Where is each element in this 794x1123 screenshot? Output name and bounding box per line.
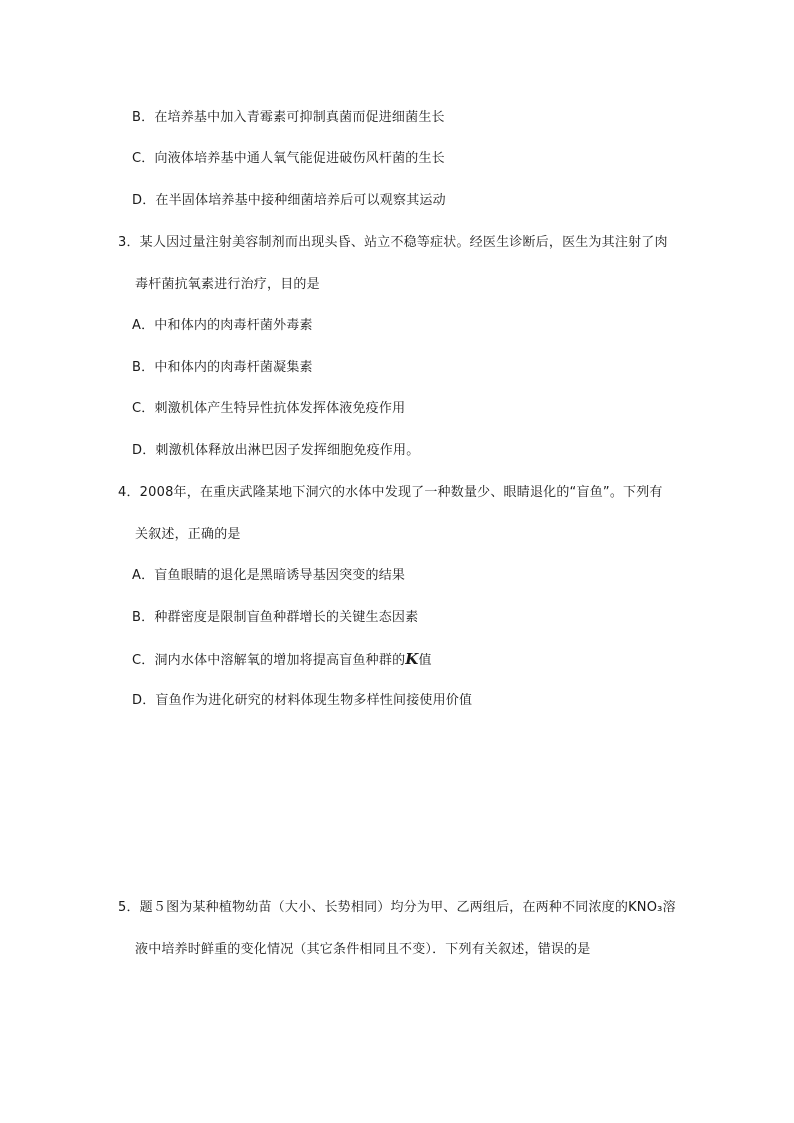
q4-stem-line1: 4．2008年，在重庆武隆某地下洞穴的水体中发现了一种数量少、眼睛退化的“盲鱼”。下列有 xyxy=(118,485,663,500)
q2-option-d: D．在半固体培养基中接种细菌培养后可以观察其运动 xyxy=(132,193,446,208)
q5-stem-line1: 5．题５图为某种植物幼苗（大小、长势相同）均分为甲、乙两组后，在两种不同浓度的KNO₃溶 xyxy=(118,900,676,915)
q3-option-c: C．刺激机体产生特异性抗体发挥体液免疫作用 xyxy=(132,401,406,416)
q2-option-c: C．向液体培养基中通人氧气能促进破伤风杆菌的生长 xyxy=(132,151,445,166)
q3-stem-line1: 3．某人因过量注射美容制剂而出现头昏、站立不稳等症状。经医生诊断后，医生为其注射了肉 xyxy=(118,235,668,250)
q4-option-b: B．种群密度是限制盲鱼种群增长的关键生态因素 xyxy=(132,610,419,625)
q4-option-c-suffix: 值 xyxy=(418,653,432,668)
q5-stem-line2: 液中培养时鲜重的变化情况（其它条件相同且不变）．下列有关叙述，错误的是 xyxy=(135,942,591,957)
q4-option-c-text: C．洞内水体中溶解氧的增加将提高盲鱼种群的 xyxy=(132,653,406,668)
q4-stem-line2: 关叙述，正确的是 xyxy=(135,527,241,542)
q3-option-a: A．中和体内的肉毒杆菌外毒素 xyxy=(132,318,313,333)
q3-stem-line2: 毒杆菌抗氧素进行治疗，目的是 xyxy=(135,277,320,292)
q4-option-a: A．盲鱼眼睛的退化是黑暗诱导基因突变的结果 xyxy=(132,568,406,583)
q4-option-d: D．盲鱼作为进化研究的材料体现生物多样性间接使用价值 xyxy=(132,693,473,708)
q3-option-b: B．中和体内的肉毒杆菌凝集素 xyxy=(132,360,313,375)
k-value-symbol: K xyxy=(405,650,419,668)
q4-option-c xyxy=(132,651,432,669)
q3-option-d: D．刺激机体释放出淋巴因子发挥细胞免疫作用。 xyxy=(132,443,420,458)
q2-option-b: B．在培养基中加入青霉素可抑制真菌而促进细菌生长 xyxy=(132,110,445,125)
